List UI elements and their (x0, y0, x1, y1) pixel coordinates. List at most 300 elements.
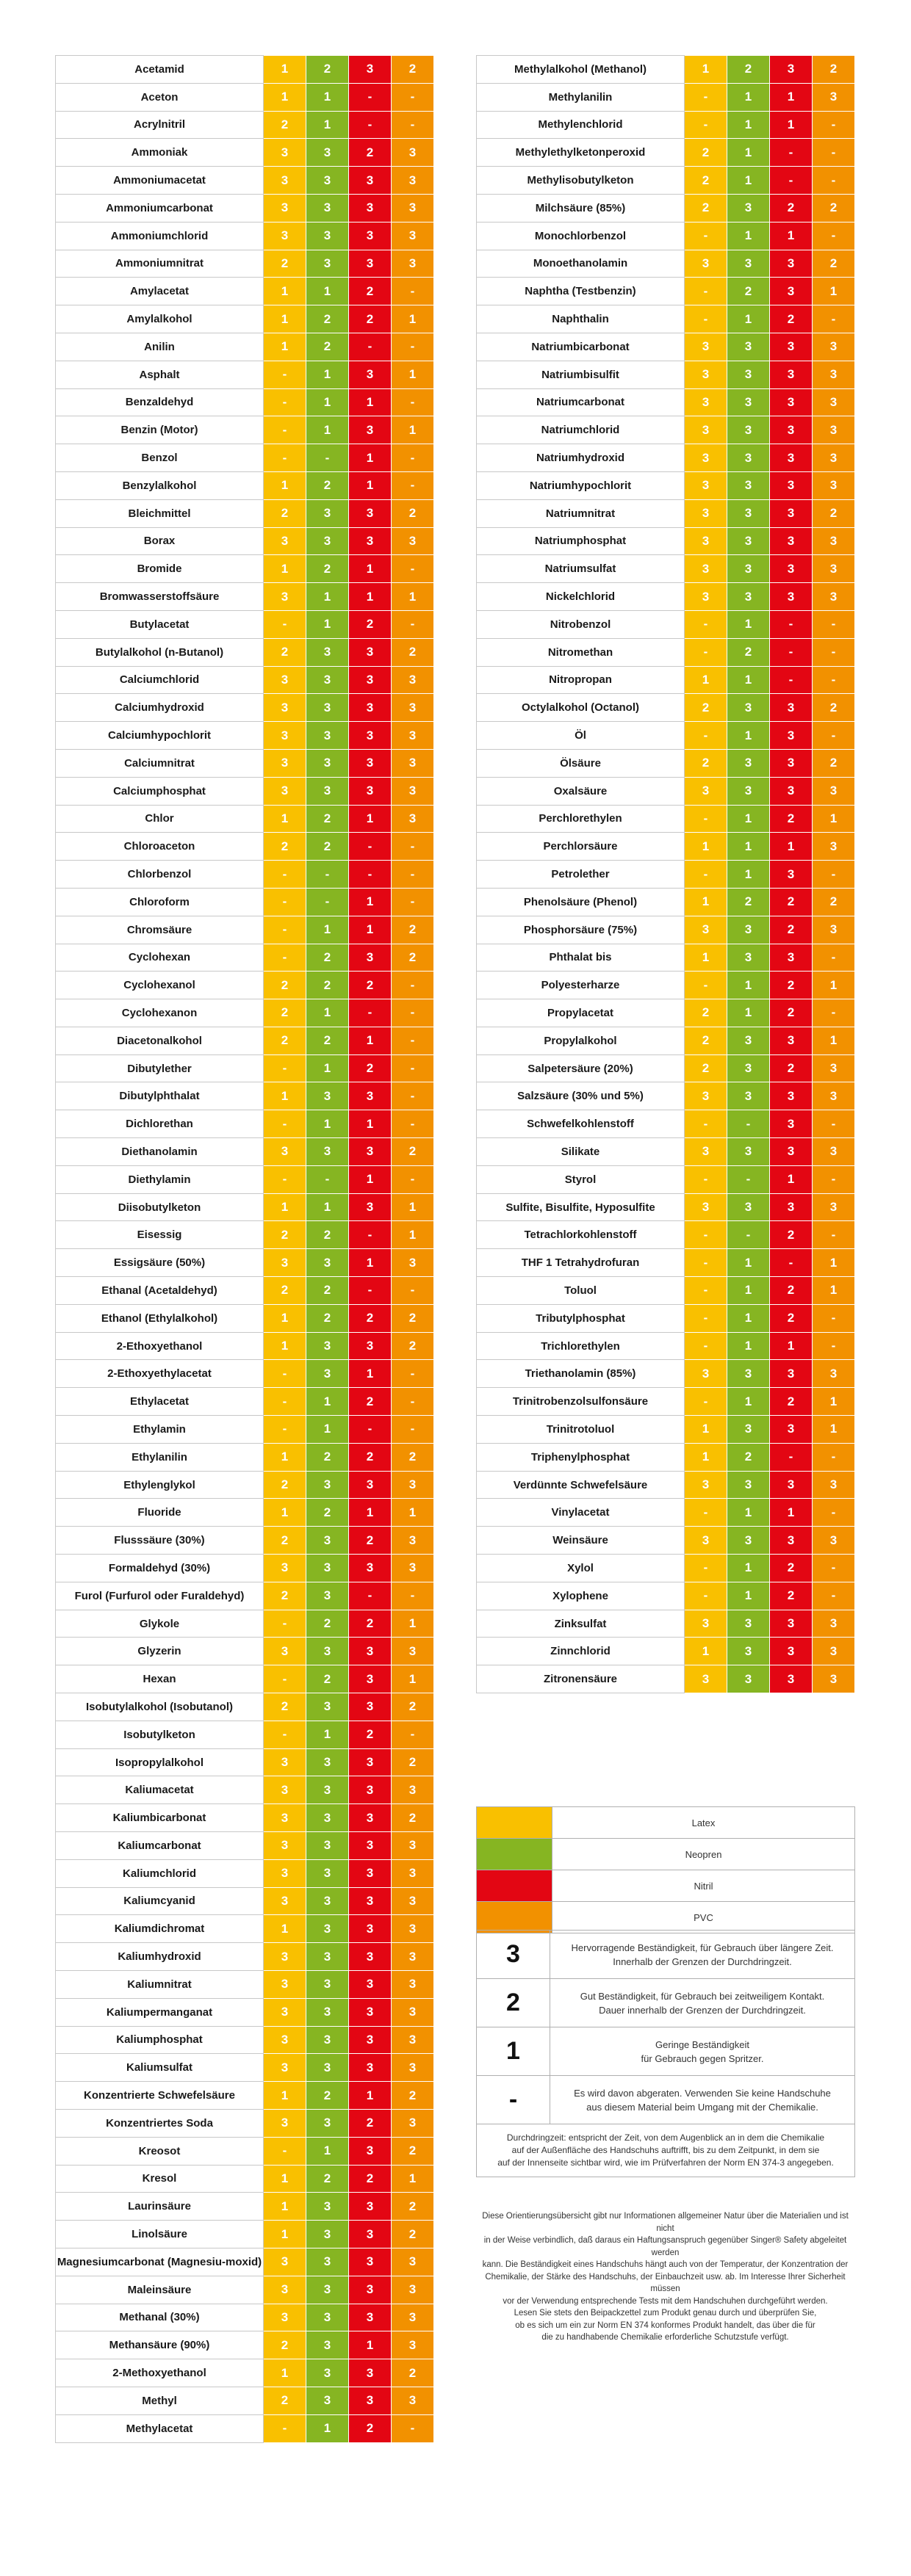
latex-rating: 2 (685, 999, 727, 1027)
pvc-rating: 3 (392, 2304, 434, 2331)
chemical-name: Calciumchlorid (56, 666, 264, 694)
chemical-name: Dibutylether (56, 1054, 264, 1082)
pvc-rating: 1 (392, 1499, 434, 1527)
chemical-name: Kaliumcyanid (56, 1887, 264, 1915)
pvc-rating: - (813, 111, 855, 139)
pvc-rating: 3 (813, 444, 855, 472)
nitril-rating: 2 (349, 1054, 392, 1082)
pvc-rating: 3 (813, 388, 855, 416)
pvc-rating: 3 (813, 1665, 855, 1693)
table-row (56, 888, 434, 916)
latex-rating: - (685, 972, 727, 999)
table-row (477, 972, 855, 999)
latex-rating: 1 (264, 805, 306, 833)
nitril-rating: 3 (770, 333, 813, 361)
nitril-rating: 3 (770, 278, 813, 305)
nitril-rating: 3 (349, 2054, 392, 2082)
neopren-rating: 3 (306, 2054, 349, 2082)
latex-rating: 3 (264, 749, 306, 777)
neopren-rating: - (306, 861, 349, 889)
neopren-rating: 2 (306, 972, 349, 999)
nitril-rating: 3 (349, 1471, 392, 1499)
chemical-name: Schwefelkohlenstoff (477, 1110, 685, 1138)
nitril-rating: 2 (770, 1277, 813, 1305)
neopren-rating: 3 (306, 139, 349, 167)
pvc-rating: 3 (813, 583, 855, 611)
nitril-rating: 3 (349, 1193, 392, 1221)
chemical-name: Furol (Furfurol oder Furaldehyd) (56, 1582, 264, 1610)
nitril-rating: 2 (349, 1304, 392, 1332)
pvc-rating: 3 (392, 1970, 434, 1998)
legend-row-neopren (477, 1839, 855, 1870)
nitril-rating: 3 (770, 1527, 813, 1555)
table-row (56, 222, 434, 250)
pvc-rating: 3 (813, 1610, 855, 1638)
nitril-rating: 3 (770, 1360, 813, 1388)
table-row (477, 694, 855, 722)
table-row (56, 388, 434, 416)
table-row (56, 1638, 434, 1665)
table-row (477, 583, 855, 611)
table-row (56, 278, 434, 305)
neopren-rating: 3 (727, 1610, 770, 1638)
table-row (56, 361, 434, 388)
neopren-rating: 1 (306, 1110, 349, 1138)
neopren-rating: 3 (306, 1082, 349, 1110)
table-row (477, 1388, 855, 1416)
latex-rating: - (685, 1110, 727, 1138)
nitril-rating: 3 (349, 250, 392, 278)
pvc-rating: 3 (813, 1193, 855, 1221)
pvc-rating: - (392, 1082, 434, 1110)
chemical-name: Methylanilin (477, 83, 685, 111)
neopren-rating: 3 (306, 1360, 349, 1388)
chemical-name: Zitronensäure (477, 1665, 685, 1693)
neopren-rating: 3 (727, 916, 770, 944)
pvc-rating: - (392, 1416, 434, 1444)
latex-rating: 1 (685, 833, 727, 861)
latex-rating: - (685, 638, 727, 666)
neopren-rating: 3 (306, 1471, 349, 1499)
neopren-rating: 1 (306, 916, 349, 944)
chemical-name: Ethylamin (56, 1416, 264, 1444)
pvc-rating: - (813, 1110, 855, 1138)
nitril-rating: 3 (349, 749, 392, 777)
pvc-rating: 2 (392, 1138, 434, 1166)
latex-rating: 1 (264, 1499, 306, 1527)
pvc-rating: - (813, 1332, 855, 1360)
table-row (56, 1804, 434, 1832)
table-row (477, 944, 855, 972)
chemical-name: Magnesiumcarbonat (Magnesiu-moxid) (56, 2248, 264, 2276)
chemical-name: Borax (56, 527, 264, 555)
pvc-rating: - (392, 471, 434, 499)
pvc-rating: 3 (813, 1054, 855, 1082)
chemical-name: Kaliumdichromat (56, 1915, 264, 1943)
pvc-rating: - (392, 999, 434, 1027)
pvc-rating: - (813, 610, 855, 638)
neopren-rating: 1 (727, 722, 770, 750)
pvc-rating: - (392, 111, 434, 139)
chemical-name: Asphalt (56, 361, 264, 388)
latex-rating: - (264, 916, 306, 944)
legend-row-pvc (477, 1902, 855, 1933)
chemical-name: Cyclohexanon (56, 999, 264, 1027)
nitril-rating: 3 (770, 1665, 813, 1693)
table-row (56, 194, 434, 222)
neopren-rating: 3 (727, 1360, 770, 1388)
nitril-rating: 3 (770, 555, 813, 583)
latex-rating: - (685, 278, 727, 305)
pvc-rating: 3 (813, 333, 855, 361)
latex-rating: 1 (264, 278, 306, 305)
chemical-name: Aceton (56, 83, 264, 111)
legend-row-latex (477, 1807, 855, 1839)
chemical-name: Sulfite, Bisulfite, Hyposulfite (477, 1193, 685, 1221)
disclaimer-text: Diese Orientierungsübersicht gibt nur Informationen allgemeiner Natur über die Materialien und ist nicht in der Weise verbindlich, daß daraus ein Haftungsanspruch gegenüber Singer® Safety abgeleitet werden kann. Die Beständigkeit eines Handschuhs hängt auch von der Temperatur, der Konzentration der Chemikalie, der Stärke des Handschuhs, der Einbauchzeit usw. ab. Im Interesse Ihrer Sicherheit müssen vor der Verwendung entsprechende Tests mit dem Handschuhen durchgeführt werden. Lesen Sie stets den Beipackzettel zum Produkt genau durch und überprüfen Sie, ob es sich um ein zur Norm EN 374 konformes Produkt handelt, das über die für die zu handhabende Chemikalie erforderliche Schutzstufe verfügt. (482, 2212, 849, 2342)
latex-rating: 3 (264, 2109, 306, 2137)
neopren-rating: 3 (306, 250, 349, 278)
neopren-rating: 3 (306, 1527, 349, 1555)
table-row (477, 1610, 855, 1638)
neopren-rating: 2 (306, 1610, 349, 1638)
pvc-rating: 3 (813, 83, 855, 111)
pvc-rating: 2 (813, 250, 855, 278)
latex-rating: 1 (264, 2082, 306, 2110)
chemical-name: THF 1 Tetrahydrofuran (477, 1249, 685, 1277)
latex-rating: 3 (264, 2304, 306, 2331)
scale-row-2 (477, 1979, 855, 2027)
chemical-name: Ethylanilin (56, 1443, 264, 1471)
latex-rating: 1 (264, 333, 306, 361)
nitril-rating: 2 (349, 1721, 392, 1748)
pvc-rating: - (392, 1110, 434, 1138)
neopren-rating: 2 (727, 638, 770, 666)
scale-row-1 (477, 2027, 855, 2076)
table-row (477, 638, 855, 666)
chemical-name: Phthalat bis (477, 944, 685, 972)
pvc-rating: - (392, 1054, 434, 1082)
latex-rating: - (685, 1582, 727, 1610)
neopren-rating: 1 (727, 1499, 770, 1527)
scale-number-2: 2 (477, 1979, 550, 2027)
chemical-name: Isopropylalkohol (56, 1748, 264, 1776)
latex-rating: - (264, 2414, 306, 2442)
neopren-rating: 1 (727, 83, 770, 111)
chemical-name: Bromwasserstoffsäure (56, 583, 264, 611)
latex-rating: 2 (264, 1693, 306, 1721)
nitril-rating: 3 (349, 722, 392, 750)
chemical-name: Natriumhypochlorit (477, 471, 685, 499)
neopren-rating: 3 (306, 1332, 349, 1360)
neopren-rating: 2 (727, 56, 770, 84)
nitril-rating: 3 (770, 1638, 813, 1665)
scale-number-none: - (477, 2076, 550, 2124)
chemical-name: Chlorbenzol (56, 861, 264, 889)
chemical-name: Diacetonalkohol (56, 1027, 264, 1054)
chemical-name: 2-Methoxyethanol (56, 2359, 264, 2387)
latex-rating: 1 (264, 2193, 306, 2221)
nitril-rating: 3 (770, 777, 813, 805)
nitril-rating: 3 (349, 2304, 392, 2331)
pvc-rating: 2 (392, 638, 434, 666)
nitril-rating: 1 (770, 222, 813, 250)
table-row (56, 305, 434, 333)
latex-rating: 1 (685, 888, 727, 916)
table-row (56, 555, 434, 583)
nitril-rating: 2 (770, 305, 813, 333)
chemical-name: Formaldehyd (30%) (56, 1555, 264, 1582)
latex-rating: - (264, 2137, 306, 2165)
table-row (477, 305, 855, 333)
chemical-name: Methylalkohol (Methanol) (477, 56, 685, 84)
latex-rating: 2 (264, 999, 306, 1027)
chemical-name: Natriumchlorid (477, 416, 685, 444)
pvc-rating: 2 (392, 1443, 434, 1471)
chemical-name: Cyclohexan (56, 944, 264, 972)
neopren-rating: 3 (727, 499, 770, 527)
pvc-rating: - (392, 888, 434, 916)
neopren-rating: 3 (306, 2221, 349, 2248)
nitril-rating: 3 (349, 222, 392, 250)
chemical-name: Fluoride (56, 1499, 264, 1527)
nitril-rating: 3 (349, 694, 392, 722)
neopren-rating: 1 (306, 1388, 349, 1416)
nitril-rating: 2 (349, 2165, 392, 2193)
table-row (477, 1499, 855, 1527)
table-row (56, 722, 434, 750)
scale-row-3 (477, 1931, 855, 1979)
legend-swatch-neopren (477, 1839, 552, 1870)
nitril-rating: 3 (770, 1193, 813, 1221)
table-row (477, 471, 855, 499)
neopren-rating: 1 (306, 278, 349, 305)
chemical-name: Natriumphosphat (477, 527, 685, 555)
chemical-name: Glyzerin (56, 1638, 264, 1665)
table-row (56, 1970, 434, 1998)
nitril-rating: 1 (349, 388, 392, 416)
table-row (477, 1165, 855, 1193)
nitril-rating: 3 (349, 2248, 392, 2276)
legend-swatch-pvc (477, 1902, 552, 1933)
latex-rating: - (264, 416, 306, 444)
chemical-name: Linolsäure (56, 2221, 264, 2248)
table-row (56, 1027, 434, 1054)
nitril-rating: 3 (770, 944, 813, 972)
latex-rating: 1 (264, 305, 306, 333)
nitril-rating: 2 (349, 305, 392, 333)
table-row (56, 2054, 434, 2082)
table-row (56, 499, 434, 527)
pvc-rating: 3 (392, 1915, 434, 1943)
chemical-name: Octylalkohol (Octanol) (477, 694, 685, 722)
table-row (56, 2359, 434, 2387)
chemical-name: Konzentrierte Schwefelsäure (56, 2082, 264, 2110)
latex-rating: 3 (264, 1249, 306, 1277)
table-row (477, 1443, 855, 1471)
neopren-rating: 1 (727, 972, 770, 999)
chemical-name: Weinsäure (477, 1527, 685, 1555)
latex-rating: 3 (264, 167, 306, 195)
scale-number-3: 3 (477, 1931, 550, 1979)
table-row (56, 583, 434, 611)
nitril-rating: 1 (349, 805, 392, 833)
latex-rating: 2 (264, 1277, 306, 1305)
latex-rating: 1 (264, 471, 306, 499)
latex-rating: 3 (264, 194, 306, 222)
latex-rating: 2 (264, 2387, 306, 2414)
chemical-name: Ölsäure (477, 749, 685, 777)
pvc-rating: 3 (813, 1527, 855, 1555)
pvc-rating: 2 (392, 1804, 434, 1832)
pvc-rating: 3 (392, 1859, 434, 1887)
nitril-rating: 3 (770, 471, 813, 499)
neopren-rating: - (306, 1165, 349, 1193)
table-row (56, 916, 434, 944)
chemical-name: Polyesterharze (477, 972, 685, 999)
nitril-rating: 1 (770, 111, 813, 139)
nitril-rating: 2 (349, 1610, 392, 1638)
legend-label-nitril: Nitril (552, 1870, 855, 1902)
latex-rating: - (264, 1110, 306, 1138)
chemical-name: Maleinsäure (56, 2276, 264, 2304)
chemical-name: Toluol (477, 1277, 685, 1305)
chemical-name: Kaliumcarbonat (56, 1832, 264, 1860)
pvc-rating: - (813, 999, 855, 1027)
chemical-name: Vinylacetat (477, 1499, 685, 1527)
neopren-rating: 3 (306, 777, 349, 805)
pvc-rating: - (392, 333, 434, 361)
chemical-name: Kresol (56, 2165, 264, 2193)
table-row (56, 1721, 434, 1748)
latex-rating: 1 (264, 1304, 306, 1332)
pvc-rating: - (392, 555, 434, 583)
latex-rating: - (685, 305, 727, 333)
chemical-name: Bleichmittel (56, 499, 264, 527)
pvc-rating: 2 (392, 1332, 434, 1360)
nitril-rating: 3 (349, 638, 392, 666)
pvc-rating: - (813, 167, 855, 195)
pvc-rating: - (392, 1582, 434, 1610)
pvc-rating: 1 (392, 305, 434, 333)
neopren-rating: 1 (727, 1249, 770, 1277)
latex-rating: 2 (685, 167, 727, 195)
nitril-rating: 3 (349, 2276, 392, 2304)
neopren-rating: 3 (306, 694, 349, 722)
table-row (477, 167, 855, 195)
latex-rating: 3 (264, 583, 306, 611)
neopren-rating: 2 (306, 1443, 349, 1471)
neopren-rating: 3 (306, 2109, 349, 2137)
neopren-rating: 3 (727, 1416, 770, 1444)
latex-rating: 1 (264, 1915, 306, 1943)
nitril-rating: 3 (770, 583, 813, 611)
latex-rating: 3 (685, 250, 727, 278)
neopren-rating: 1 (306, 1193, 349, 1221)
chemical-name: Zinnchlorid (477, 1638, 685, 1665)
neopren-rating: 3 (306, 1998, 349, 2026)
neopren-rating: 3 (727, 1138, 770, 1166)
pvc-rating: 3 (392, 666, 434, 694)
nitril-rating: 3 (770, 694, 813, 722)
pvc-rating: - (813, 638, 855, 666)
pvc-rating: 3 (813, 1360, 855, 1388)
neopren-rating: 2 (306, 471, 349, 499)
chemical-name: Kaliumsulfat (56, 2054, 264, 2082)
latex-rating: - (264, 1388, 306, 1416)
pvc-rating: 1 (813, 1416, 855, 1444)
latex-rating: 3 (685, 388, 727, 416)
chemical-name: Triethanolamin (85%) (477, 1360, 685, 1388)
table-row (56, 1277, 434, 1305)
nitril-rating: 1 (349, 1360, 392, 1388)
neopren-rating: 3 (306, 2387, 349, 2414)
neopren-rating: 3 (306, 1555, 349, 1582)
chemical-name: Phosphorsäure (75%) (477, 916, 685, 944)
chemical-name: Ethylacetat (56, 1388, 264, 1416)
neopren-rating: 1 (727, 833, 770, 861)
table-row (56, 2331, 434, 2359)
pvc-rating: 1 (813, 1249, 855, 1277)
chemical-name: Salpetersäure (20%) (477, 1054, 685, 1082)
legend-label-latex: Latex (552, 1807, 855, 1839)
pvc-rating: - (392, 1027, 434, 1054)
table-row (56, 1887, 434, 1915)
table-row (56, 527, 434, 555)
table-row (477, 861, 855, 889)
chemical-name: Methyl (56, 2387, 264, 2414)
table-row (477, 1249, 855, 1277)
table-row (56, 610, 434, 638)
chemical-name: Verdünnte Schwefelsäure (477, 1471, 685, 1499)
chemical-name: Methansäure (90%) (56, 2331, 264, 2359)
table-row (56, 1943, 434, 1971)
neopren-rating: 2 (306, 555, 349, 583)
chemical-name: Milchsäure (85%) (477, 194, 685, 222)
nitril-rating: 3 (349, 1082, 392, 1110)
pvc-rating: - (813, 1443, 855, 1471)
neopren-rating: 3 (727, 416, 770, 444)
nitril-rating: 2 (770, 194, 813, 222)
pvc-rating: 1 (813, 972, 855, 999)
nitril-rating: 3 (349, 1748, 392, 1776)
pvc-rating: - (392, 833, 434, 861)
chemical-name: Dichlorethan (56, 1110, 264, 1138)
neopren-rating: - (727, 1221, 770, 1249)
table-row (56, 1221, 434, 1249)
table-row (477, 610, 855, 638)
latex-rating: 2 (264, 2331, 306, 2359)
chemical-name: Chlor (56, 805, 264, 833)
chemical-name: Natriumsulfat (477, 555, 685, 583)
pvc-rating: 2 (392, 56, 434, 84)
table-row (56, 1499, 434, 1527)
table-row (477, 222, 855, 250)
nitril-rating: 3 (770, 722, 813, 750)
nitril-rating: - (349, 1277, 392, 1305)
nitril-rating: 3 (770, 444, 813, 472)
legend-row-nitril (477, 1870, 855, 1902)
table-row (56, 749, 434, 777)
pvc-rating: 3 (392, 250, 434, 278)
latex-rating: - (685, 1277, 727, 1305)
table-row (56, 1054, 434, 1082)
chemical-name: Benzol (56, 444, 264, 472)
nitril-rating: 2 (770, 972, 813, 999)
latex-rating: 3 (685, 555, 727, 583)
pvc-rating: - (392, 444, 434, 472)
neopren-rating: 3 (727, 250, 770, 278)
